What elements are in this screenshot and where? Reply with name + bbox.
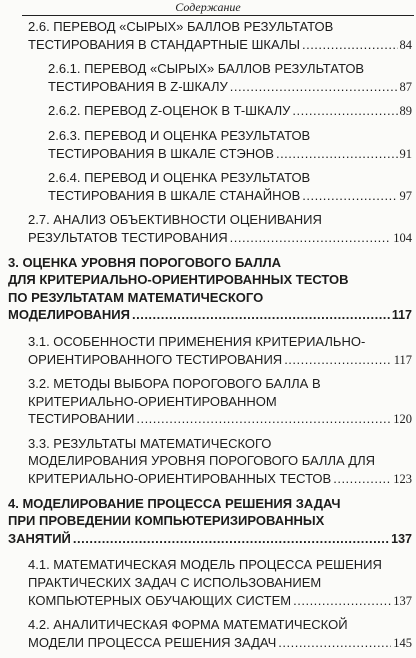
page-number: 137 [393, 593, 412, 608]
dot-leader [333, 470, 391, 488]
dot-leader [230, 229, 392, 247]
page-number: 120 [393, 412, 412, 427]
toc-entry-line: 4.2. АНАЛИТИЧЕСКАЯ ФОРМА МАТЕМАТИЧЕСКОЙ [28, 617, 348, 633]
toc-entry-line: 2.6.1. ПЕРЕВОД «СЫРЫХ» БАЛЛОВ РЕЗУЛЬТАТОВ [48, 61, 365, 77]
page-number: 87 [399, 79, 412, 94]
toc-entry-line: МОДЕЛИРОВАНИЯ УРОВНЯ ПОРОГОВОГО БАЛЛА ДЛЯ [28, 453, 375, 469]
toc-entry-last-line [28, 36, 412, 55]
dot-leader [230, 78, 398, 96]
toc-entry-last-line [48, 102, 412, 121]
header-rule [22, 15, 414, 16]
page-number: 117 [391, 308, 412, 323]
page-number: 97 [399, 188, 412, 203]
toc-entry-line: РЕЗУЛЬТАТОВ ТЕСТИРОВАНИЯ [28, 229, 228, 245]
toc-entry-last-line [28, 229, 412, 248]
toc-entry-last-line [48, 187, 412, 206]
toc-entry-line: 3.2. МЕТОДЫ ВЫБОРА ПОРОГОВОГО БАЛЛА В [28, 376, 321, 392]
dot-leader [293, 592, 391, 610]
toc-entry-line: 3.3. РЕЗУЛЬТАТЫ МАТЕМАТИЧЕСКОГО [28, 435, 272, 451]
toc-entry[interactable] [48, 169, 412, 205]
page-number: 84 [399, 37, 412, 52]
toc-entry-line: ПРАКТИЧЕСКИХ ЗАДАЧ С ИСПОЛЬЗОВАНИЕМ [28, 575, 322, 591]
toc-entry-line: ТЕСТИРОВАНИЯ В СТАНДАРТНЫЕ ШКАЛЫ [28, 36, 300, 52]
toc-entry-line: 2.6.3. ПЕРЕВОД И ОЦЕНКА РЕЗУЛЬТАТОВ [48, 127, 311, 143]
toc-entry-line: ЗАНЯТИЙ [8, 530, 71, 546]
toc-entry-line: 4.1. МАТЕМАТИЧЕСКАЯ МОДЕЛЬ ПРОЦЕССА РЕШЕНИЯ [28, 557, 382, 573]
page-number: 123 [393, 472, 412, 487]
toc-entry-line: ПО РЕЗУЛЬТАТАМ МАТЕМАТИЧЕСКОГО [8, 289, 264, 305]
toc-entry[interactable] [8, 254, 412, 325]
toc-entry-line: ОРИЕНТИРОВАННОГО ТЕСТИРОВАНИЯ [28, 351, 283, 367]
toc-entry[interactable] [48, 127, 412, 163]
page-number: 117 [393, 352, 412, 367]
page-number: 89 [399, 104, 412, 119]
toc-entry-last-line [8, 306, 412, 325]
dot-leader [302, 36, 398, 54]
dot-leader [136, 410, 391, 428]
toc-entry-line: ДЛЯ КРИТЕРИАЛЬНО-ОРИЕНТИРОВАННЫХ ТЕСТОВ [8, 272, 349, 288]
dot-leader [278, 634, 391, 652]
toc-entry-last-line [28, 592, 412, 611]
toc-entry[interactable] [48, 60, 412, 96]
toc-entry-line: ТЕСТИРОВАНИИ [28, 411, 135, 427]
toc-entry-line: 2.6.2. ПЕРЕВОД Z-ОЦЕНОК В T-ШКАЛУ [48, 103, 291, 119]
running-header: Содержание [175, 0, 241, 14]
toc-entry[interactable] [48, 102, 412, 121]
toc-entry-last-line [28, 410, 412, 429]
toc-entry[interactable] [28, 556, 412, 610]
toc-entry-line: ТЕСТИРОВАНИЯ В ШКАЛЕ СТАНАЙНОВ [48, 187, 301, 203]
table-of-contents [0, 18, 416, 658]
toc-entry-line: ТЕСТИРОВАНИЯ В Z-ШКАЛУ [48, 78, 228, 94]
toc-entry-line: КРИТЕРИАЛЬНО-ОРИЕНТИРОВАННЫХ ТЕСТОВ [28, 471, 332, 487]
page-number: 137 [391, 531, 412, 546]
toc-entry-line: ТЕСТИРОВАНИЯ В ШКАЛЕ СТЭНОВ [48, 145, 274, 161]
toc-entry-line: МОДЕЛИ ПРОЦЕССА РЕШЕНИЯ ЗАДАЧ [28, 634, 277, 650]
page-number: 145 [393, 635, 412, 650]
toc-entry[interactable] [28, 18, 412, 54]
toc-entry[interactable] [8, 495, 412, 549]
toc-entry-line: МОДЕЛИРОВАНИЯ [8, 307, 130, 323]
dot-leader [276, 145, 398, 163]
toc-entry[interactable] [28, 435, 412, 489]
dot-leader [292, 102, 397, 120]
toc-entry[interactable] [28, 616, 412, 652]
toc-entry-line: КОМПЬЮТЕРНЫХ ОБУЧАЮЩИХ СИСТЕМ [28, 592, 292, 608]
toc-entry-line: 3.1. ОСОБЕННОСТИ ПРИМЕНЕНИЯ КРИТЕРИАЛЬНО- [28, 333, 366, 349]
dot-leader [73, 530, 389, 548]
page-number: 91 [399, 146, 412, 161]
page-number: 104 [393, 230, 412, 245]
toc-entry-line: 3. ОЦЕНКА УРОВНЯ ПОРОГОВОГО БАЛЛА [8, 254, 281, 270]
toc-entry-last-line [28, 470, 412, 489]
dot-leader [132, 306, 390, 324]
toc-entry-line: 2.6.4. ПЕРЕВОД И ОЦЕНКА РЕЗУЛЬТАТОВ [48, 170, 311, 186]
toc-entry[interactable] [28, 333, 412, 369]
toc-entry[interactable] [28, 211, 412, 247]
toc-entry-line: ПРИ ПРОВЕДЕНИИ КОМПЬЮТЕРИЗИРОВАННЫХ [8, 513, 325, 529]
toc-entry[interactable] [28, 375, 412, 429]
toc-entry-line: 2.6. ПЕРЕВОД «СЫРЫХ» БАЛЛОВ РЕЗУЛЬТАТОВ [28, 19, 334, 34]
toc-entry-line: КРИТЕРИАЛЬНО-ОРИЕНТИРОВАННОМ [28, 393, 277, 409]
toc-entry-last-line [8, 530, 412, 549]
dot-leader [284, 351, 392, 369]
toc-entry-last-line [28, 634, 412, 653]
dot-leader [302, 187, 397, 205]
toc-entry-last-line [48, 78, 412, 97]
toc-entry-line: 4. МОДЕЛИРОВАНИЕ ПРОЦЕССА РЕШЕНИЯ ЗАДАЧ [8, 495, 341, 511]
toc-entry-line: 2.7. АНАЛИЗ ОБЪЕКТИВНОСТИ ОЦЕНИВАНИЯ [28, 212, 322, 228]
toc-entry-last-line [28, 351, 412, 370]
toc-entry-last-line [48, 145, 412, 164]
